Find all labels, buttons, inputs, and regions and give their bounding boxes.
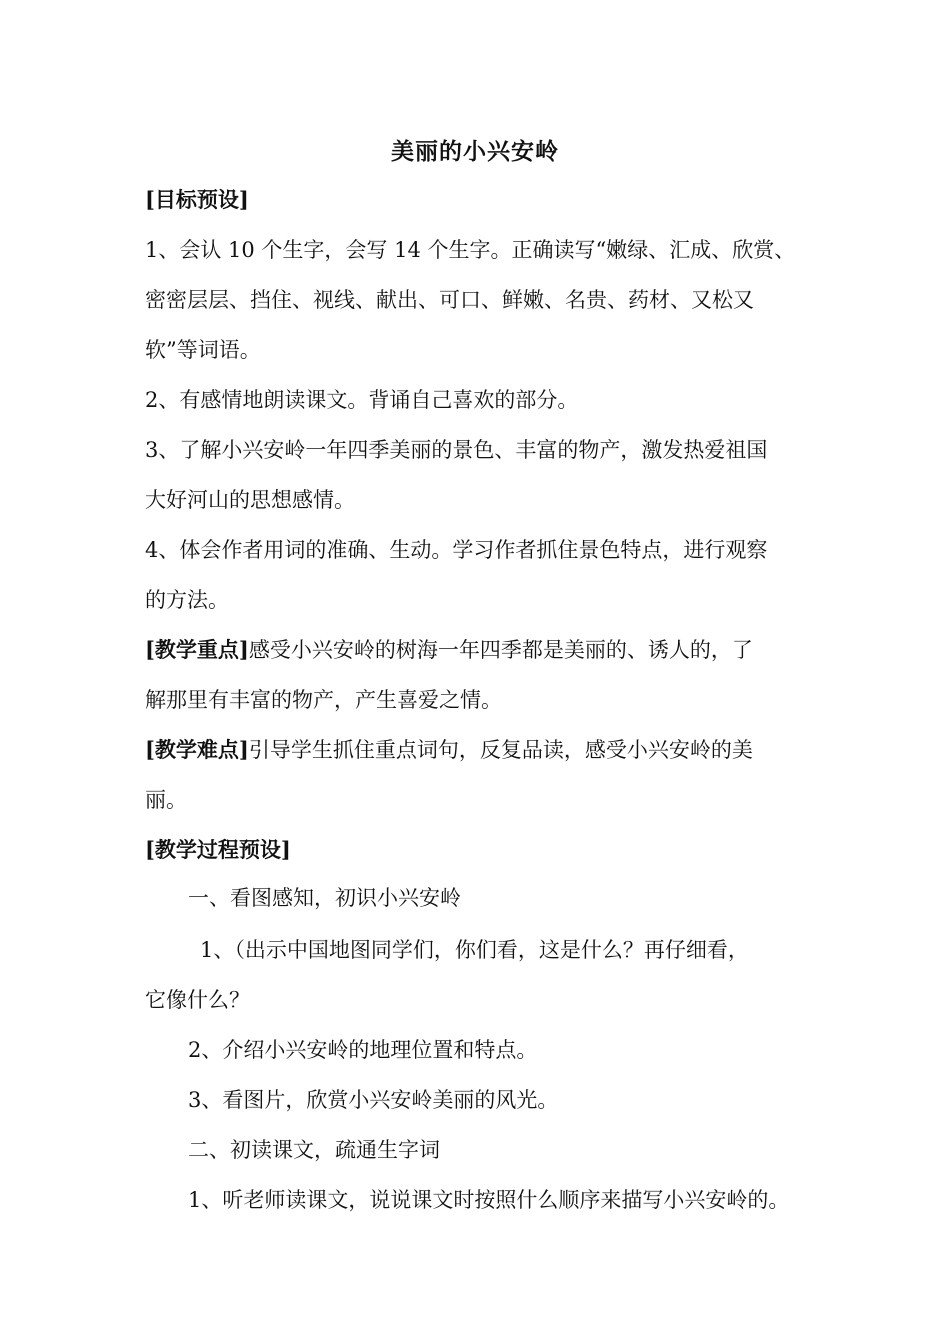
difficulty-label: [教学难点] <box>145 737 249 762</box>
goal-3-line-1: 3、了解小兴安岭一年四季美丽的景色、丰富的物产，激发热爱祖国 <box>145 438 768 462</box>
section-1-item-1-line-1: 1、（出示中国地图同学们，你们看，这是什么？再仔细看， <box>200 938 749 962</box>
difficulty-line-1 <box>145 730 753 770</box>
goal-3-line-2: 大好河山的思想感情。 <box>145 488 355 512</box>
difficulty-line-2: 丽。 <box>145 788 187 812</box>
key-point-line-2: 解那里有丰富的物产，产生喜爱之情。 <box>145 688 502 712</box>
goal-1-line-3: 软”等词语。 <box>145 338 261 362</box>
key-point-text: 感受小兴安岭的树海一年四季都是美丽的、诱人的，了 <box>248 638 753 662</box>
key-point-label: [教学重点] <box>145 637 249 662</box>
goal-2: 2、有感情地朗读课文。背诵自己喜欢的部分。 <box>145 388 579 412</box>
goal-1-line-1: 1、会认 10 个生字，会写 14 个生字。正确读写“嫩绿、汇成、欣赏、 <box>145 238 796 262</box>
section-1-item-1-line-2: 它像什么？ <box>145 988 250 1012</box>
document-title: 美丽的小兴安岭 <box>391 138 559 165</box>
section-2-item-1: 1、听老师读课文，说说课文时按照什么顺序来描写小兴安岭的。 <box>188 1188 790 1212</box>
goal-4-line-2: 的方法。 <box>145 588 229 612</box>
key-point-line-1 <box>145 630 753 670</box>
difficulty-text: 引导学生抓住重点词句，反复品读，感受小兴安岭的美 <box>248 738 753 762</box>
section-2-title: 二、初读课文，疏通生字词 <box>188 1138 440 1162</box>
section-1-title: 一、看图感知，初识小兴安岭 <box>188 886 461 910</box>
goal-4-line-1: 4、体会作者用词的准确、生动。学习作者抓住景色特点，进行观察 <box>145 538 768 562</box>
process-heading: [教学过程预设] <box>145 837 291 862</box>
section-1-item-3: 3、看图片，欣赏小兴安岭美丽的风光。 <box>188 1088 559 1112</box>
section-1-item-2: 2、介绍小兴安岭的地理位置和特点。 <box>188 1038 538 1062</box>
goal-1-line-2: 密密层层、挡住、视线、献出、可口、鲜嫩、名贵、药材、又松又 <box>145 288 754 312</box>
goal-heading: [目标预设] <box>145 187 249 212</box>
